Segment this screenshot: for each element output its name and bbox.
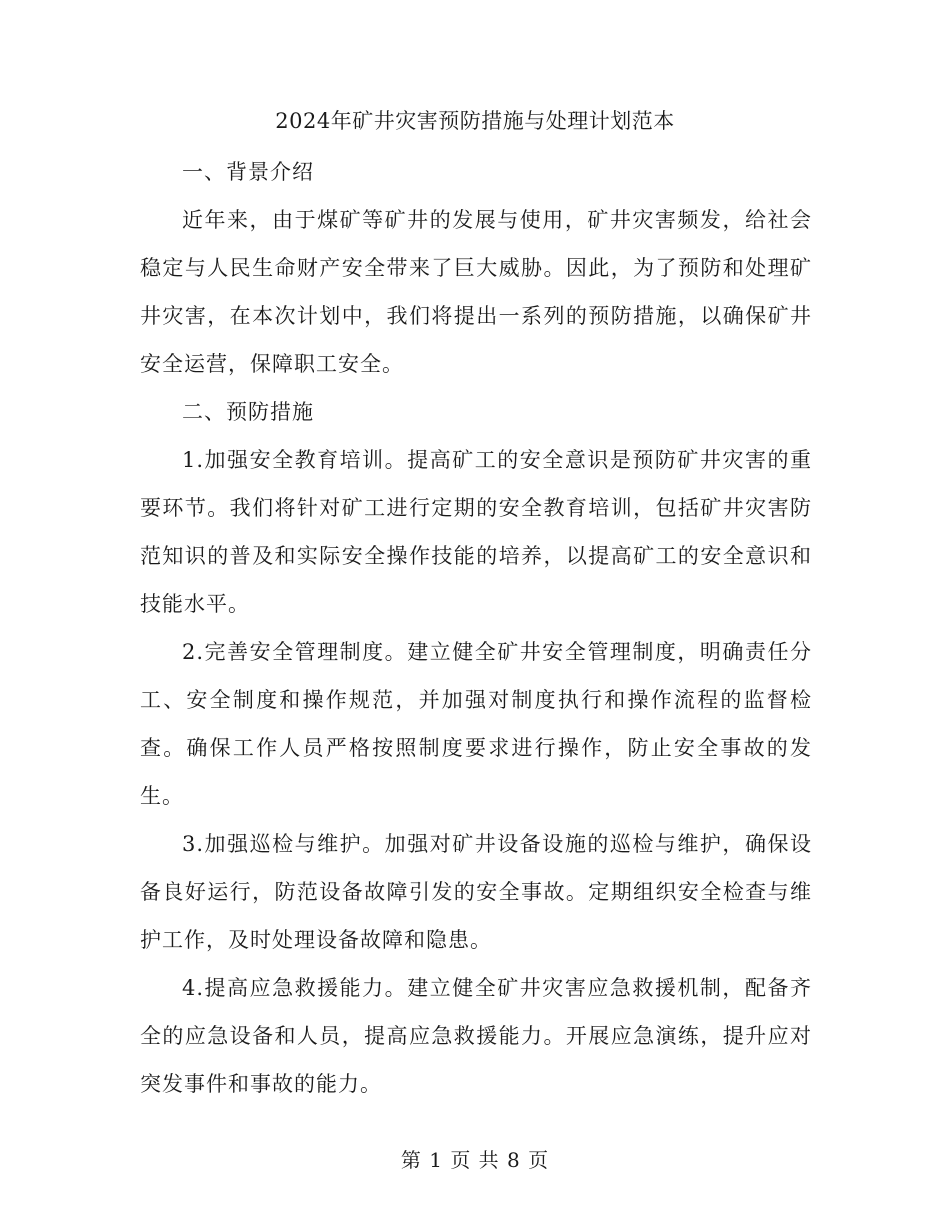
document-body	[140, 148, 812, 1108]
paragraph-measure-4: 4.提高应急救援能力。建立健全矿井灾害应急救援机制，配备齐全的应急设备和人员，提高应急救援能力。开展应急演练，提升应对突发事件和事故的能力。	[140, 976, 812, 1096]
document-title: 2024年矿井灾害预防措施与处理计划范本	[275, 109, 675, 133]
paragraph-measure-3: 3.加强巡检与维护。加强对矿井设备设施的巡检与维护，确保设备良好运行，防范设备故障引发的安全事故。定期组织安全检查与维护工作，及时处理设备故障和隐患。	[140, 832, 812, 952]
paragraph-measure-1: 1.加强安全教育培训。提高矿工的安全意识是预防矿井灾害的重要环节。我们将针对矿工进行定期的安全教育培训，包括矿井灾害防范知识的普及和实际安全操作技能的培养，以提高矿工的安全意识和技能水平。	[140, 448, 812, 616]
page-number-footer: 第 1 页 共 8 页	[400, 1148, 550, 1172]
section-heading-background: 一、背景介绍	[182, 160, 314, 184]
paragraph-background: 近年来，由于煤矿等矿井的发展与使用，矿井灾害频发，给社会稳定与人民生命财产安全带来了巨大威胁。因此，为了预防和处理矿井灾害，在本次计划中，我们将提出一系列的预防措施，以确保矿井安全运营，保障职工安全。	[140, 208, 812, 376]
paragraph-measure-2: 2.完善安全管理制度。建立健全矿井安全管理制度，明确责任分工、安全制度和操作规范，并加强对制度执行和操作流程的监督检查。确保工作人员严格按照制度要求进行操作，防止安全事故的发生。	[140, 640, 812, 808]
section-heading-prevention: 二、预防措施	[182, 400, 314, 424]
